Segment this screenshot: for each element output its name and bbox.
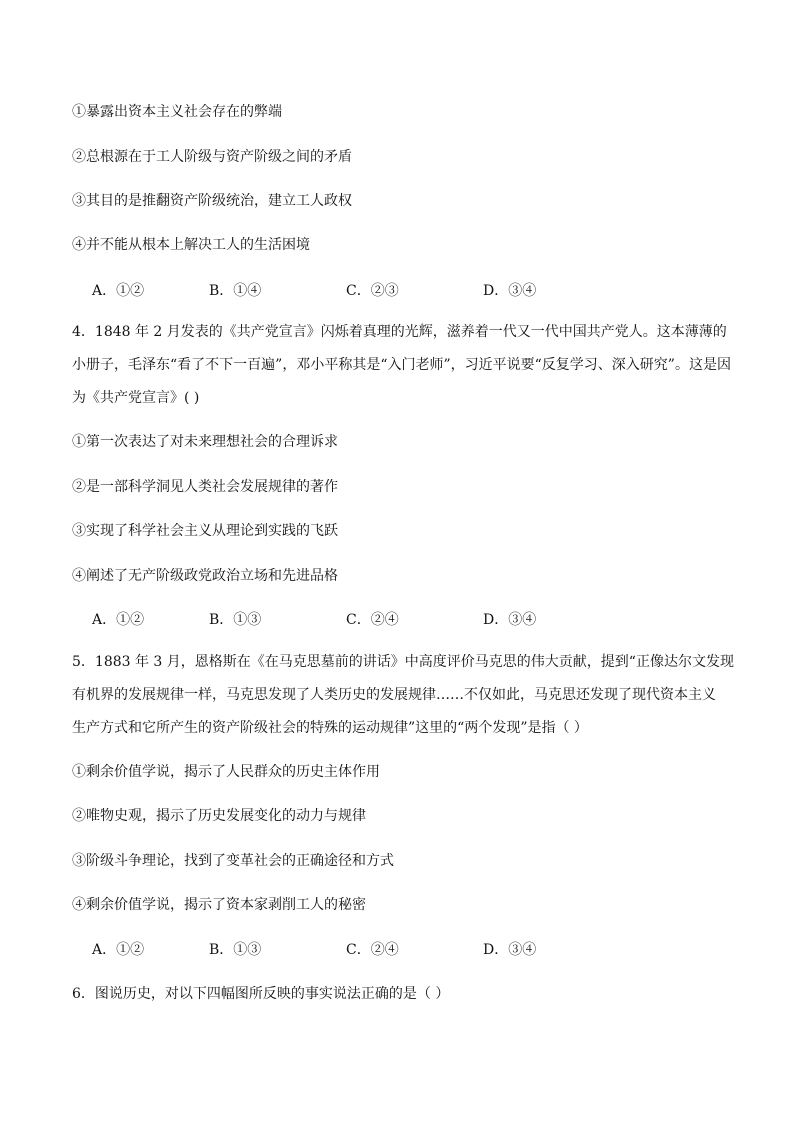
q5-option-a[interactable]: A．①② <box>92 942 145 958</box>
q4-option-b[interactable]: B．①③ <box>209 612 262 628</box>
q5-item-1: ①剩余价值学说，揭示了人民群众的历史主体作用 <box>72 764 380 780</box>
q4-option-a[interactable]: A．①② <box>92 612 145 628</box>
q3-item-1: ①暴露出资本主义社会存在的弊端 <box>72 104 282 120</box>
q4-stem-line-1: 4．1848 年 2 月发表的《共产党宣言》闪烁着真理的光辉，滋养着一代又一代中国共产党人。这本薄薄的 <box>72 324 727 340</box>
q3-option-a[interactable]: A．①② <box>92 283 145 299</box>
q5-item-3: ③阶级斗争理论，找到了变革社会的正确途径和方式 <box>72 853 394 869</box>
q3-item-3: ③其目的是推翻资产阶级统治，建立工人政权 <box>72 193 352 209</box>
q4-item-2: ②是一部科学洞见人类社会发展规律的著作 <box>72 479 338 495</box>
q4-item-3: ③实现了科学社会主义从理论到实践的飞跃 <box>72 523 338 539</box>
q4-options <box>92 610 536 630</box>
q5-item-4: ④剩余价值学说，揭示了资本家剥削工人的秘密 <box>72 897 366 913</box>
q5-option-b[interactable]: B．①③ <box>209 942 262 958</box>
q3-option-c[interactable]: C．②③ <box>346 283 399 299</box>
q3-item-2: ②总根源在于工人阶级与资产阶级之间的矛盾 <box>72 149 352 165</box>
q4-stem-line-2: 小册子，毛泽东“看了不下一百遍”，邓小平称其是“入门老师”，习近平说要“反复学习、深入研究”。这是因 <box>72 357 731 373</box>
q4-stem-line-3: 为《共产党宣言》( ) <box>72 390 200 406</box>
q5-options <box>92 940 536 960</box>
q4-item-1: ①第一次表达了对未来理想社会的合理诉求 <box>72 434 338 450</box>
q3-option-d[interactable]: D．③④ <box>483 283 537 299</box>
q5-stem <box>72 652 734 751</box>
q3-item-4: ④并不能从根本上解决工人的生活困境 <box>72 237 310 253</box>
q6-stem: 6．图说历史，对以下四幅图所反映的事实说法正确的是（ ） <box>72 986 450 1002</box>
q5-option-d[interactable]: D．③④ <box>483 942 537 958</box>
q5-item-2: ②唯物史观，揭示了历史发展变化的动力与规律 <box>72 808 366 824</box>
q5-stem-line-1: 5．1883 年 3 月，恩格斯在《在马克思墓前的讲话》中高度评价马克思的伟大贡献，提到“正像达尔文发现 <box>72 654 734 670</box>
q4-item-4: ④阐述了无产阶级政党政治立场和先进品格 <box>72 568 338 584</box>
q3-options <box>92 281 536 301</box>
q4-option-c[interactable]: C．②④ <box>346 612 399 628</box>
q4-option-d[interactable]: D．③④ <box>483 612 537 628</box>
q5-stem-line-3: 生产方式和它所产生的资产阶级社会的特殊的运动规律”这里的“两个发现”是指（ ） <box>72 720 588 736</box>
q4-stem <box>72 322 731 421</box>
q3-option-b[interactable]: B．①④ <box>209 283 262 299</box>
q5-option-c[interactable]: C．②④ <box>346 942 399 958</box>
q5-stem-line-2: 有机界的发展规律一样，马克思发现了人类历史的发展规律……不仅如此，马克思还发现了现代资本主义 <box>72 687 716 703</box>
